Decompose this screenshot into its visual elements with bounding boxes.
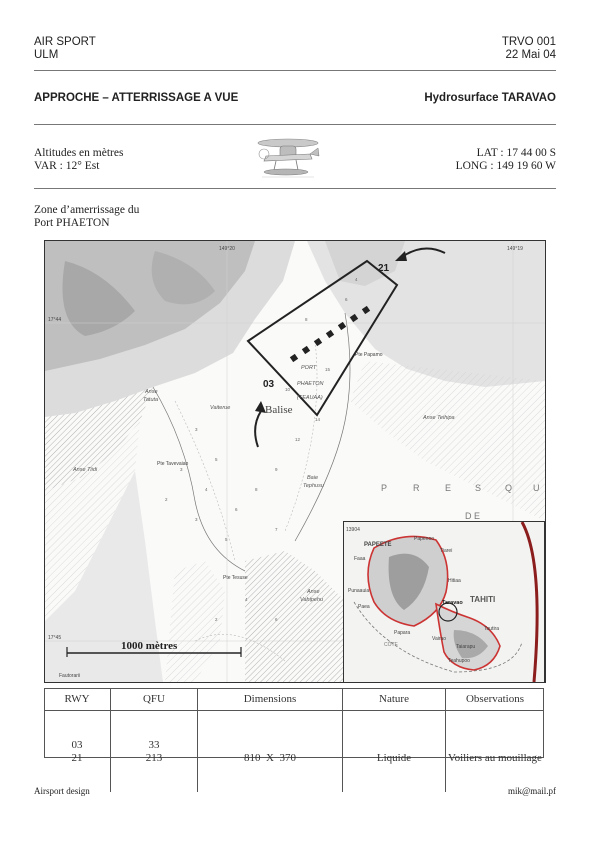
svg-text:15: 15	[325, 367, 331, 372]
inset-punaauia-label: Punaauia	[348, 588, 370, 594]
observations-cell	[446, 711, 545, 793]
svg-text:6: 6	[235, 507, 238, 512]
inset-tahiti-label: TAHITI	[470, 595, 496, 604]
nature-cell	[343, 711, 446, 793]
latitude: LAT : 17 44 00 S	[476, 147, 556, 159]
pte-papamo-label: Pte Papamo	[355, 352, 383, 358]
inset-papara-label: Papara	[394, 630, 411, 636]
seaplane-illustration	[252, 132, 322, 182]
svg-text:4: 4	[355, 277, 358, 282]
reference-block	[502, 36, 556, 62]
balise-label: Balise	[265, 404, 293, 416]
org-block	[34, 36, 96, 62]
svg-text:2: 2	[215, 617, 218, 622]
col-header-qfu: QFU	[111, 688, 198, 711]
divider	[34, 188, 556, 189]
table-header-row	[44, 688, 544, 711]
anse-tiidi-label: Anse Tiidi	[73, 467, 98, 473]
svg-text:8: 8	[255, 487, 258, 492]
inset-vairao-label: Vairao	[432, 636, 447, 642]
longitude: LONG : 149 19 60 W	[455, 160, 556, 172]
inset-corner-label: 13904	[346, 527, 360, 533]
de-label: D E	[465, 511, 481, 521]
svg-text:7: 7	[275, 527, 278, 532]
table-row	[44, 711, 544, 793]
footer-email[interactable]: mik@mail.pf	[507, 786, 556, 796]
inset-hitiaa-label: Hitiaa	[448, 578, 461, 584]
rwy-value: 03	[71, 738, 83, 751]
port-label-1: PORT	[301, 365, 317, 371]
anse-vahipehu-label-2: Vahipehu	[300, 597, 324, 603]
qfu-value: 33	[148, 738, 160, 751]
presqu-letter: U	[533, 483, 540, 493]
inset-papenoo-label: Papenoo	[414, 536, 435, 542]
col-header-rwy: RWY	[44, 688, 111, 711]
vaiterue-label: Vaiterue	[210, 405, 231, 411]
inset-papeete-label: PAPEETE	[364, 542, 392, 548]
presqu-letter: P	[381, 483, 388, 493]
svg-text:3: 3	[195, 427, 198, 432]
inset-taravao-label: Taravao	[442, 600, 463, 606]
svg-text:4: 4	[205, 487, 208, 492]
svg-text:8: 8	[305, 317, 308, 322]
site-name: Hydrosurface TARAVAO	[424, 92, 556, 104]
zone-caption	[34, 204, 139, 230]
baie-tephusu-label-2: Tephusu	[303, 483, 324, 489]
scale-label: 1000 mètres	[121, 640, 178, 652]
latitude-label-south: 17°45	[48, 635, 62, 641]
col-header-observations: Observations	[446, 688, 545, 711]
anse-tatuta-label-1: Anse	[145, 389, 158, 395]
svg-text:5: 5	[215, 457, 218, 462]
rwy-cell	[44, 711, 111, 793]
anse-tatuta-label-2: Tatuta	[143, 397, 159, 403]
runway-21-label: 21	[378, 263, 390, 274]
zone-caption-line1: Zone d’amerrissage du	[34, 204, 140, 216]
svg-text:14: 14	[315, 417, 321, 422]
svg-text:3: 3	[180, 467, 183, 472]
coordinates-block	[456, 147, 556, 173]
presqu-letter: R	[413, 483, 420, 493]
org-sub: ULM	[34, 49, 59, 61]
port-label-3: (TEAUAA)	[297, 395, 323, 401]
col-header-dimensions: Dimensions	[198, 688, 343, 711]
pte-tavevaiao-label: Pte Tavevaiao	[157, 461, 189, 467]
svg-text:6: 6	[345, 297, 348, 302]
longitude-label-west: 149°20	[219, 246, 235, 252]
anse-vahipehu-label-1: Anse	[307, 589, 320, 595]
port-label-2: PHAETON	[297, 381, 324, 387]
inset-teahupoo-label: Teahupoo	[448, 658, 470, 664]
org-name: AIR SPORT	[34, 36, 96, 48]
altitude-block	[34, 147, 123, 173]
anse-teihipa-label: Anse Teihipa	[423, 415, 455, 421]
divider	[34, 70, 556, 71]
zone-caption-line2: Port PHAETON	[34, 217, 110, 229]
svg-text:4: 4	[245, 597, 248, 602]
svg-text:10: 10	[285, 387, 291, 392]
fautorarii-label: Fautorarii	[59, 673, 81, 679]
runway-03-label: 03	[263, 379, 275, 390]
inset-cote-label: CÔTE	[384, 642, 398, 648]
qfu-value: 213	[145, 751, 163, 764]
longitude-label-east: 149°19	[507, 246, 523, 252]
rwy-value: 21	[71, 751, 83, 764]
svg-text:12: 12	[295, 437, 301, 442]
svg-text:3: 3	[195, 517, 198, 522]
inset-paea-label: Paea	[358, 604, 370, 610]
svg-text:6: 6	[275, 617, 278, 622]
dimensions-cell	[198, 711, 343, 793]
chart-map	[44, 240, 546, 683]
magnetic-variation: VAR : 12° Est	[34, 160, 100, 172]
inset-tautira-label: Tautira	[484, 626, 500, 632]
nature-value: Liquide	[376, 752, 412, 764]
presqu-letter: S	[475, 483, 482, 493]
inset-map-tahiti	[343, 521, 545, 683]
runway-table	[44, 688, 544, 792]
qfu-cell	[111, 711, 198, 793]
col-header-nature: Nature	[343, 688, 446, 711]
inset-tiarei-label: Tiarei	[440, 548, 453, 554]
footer-credit: Airsport design	[34, 786, 90, 796]
svg-text:2: 2	[165, 497, 168, 502]
presqu-letter: E	[445, 483, 452, 493]
baie-tephusu-label-1: Baie	[307, 475, 319, 481]
pte-tesuse-label: Pte Tesuse	[223, 575, 248, 581]
reference-date: 22 Mai 04	[505, 49, 556, 61]
svg-text:5: 5	[225, 537, 228, 542]
altitude-units: Altitudes en mètres	[34, 147, 124, 159]
svg-text:9: 9	[275, 467, 278, 472]
dimensions-value: 810 X 370	[244, 752, 296, 764]
latitude-label-north: 17°44	[48, 317, 62, 323]
observations-value: Voiliers au mouillage	[448, 752, 542, 764]
inset-faaa-label: Faaa	[354, 556, 366, 562]
presqu-letter: Q	[505, 483, 513, 493]
procedure-title: APPROCHE – ATTERRISSAGE A VUE	[34, 92, 239, 104]
inset-taiarapu-label: Taiarapu	[456, 644, 476, 650]
reference-code: TRVO 001	[501, 36, 556, 48]
divider	[34, 124, 556, 125]
